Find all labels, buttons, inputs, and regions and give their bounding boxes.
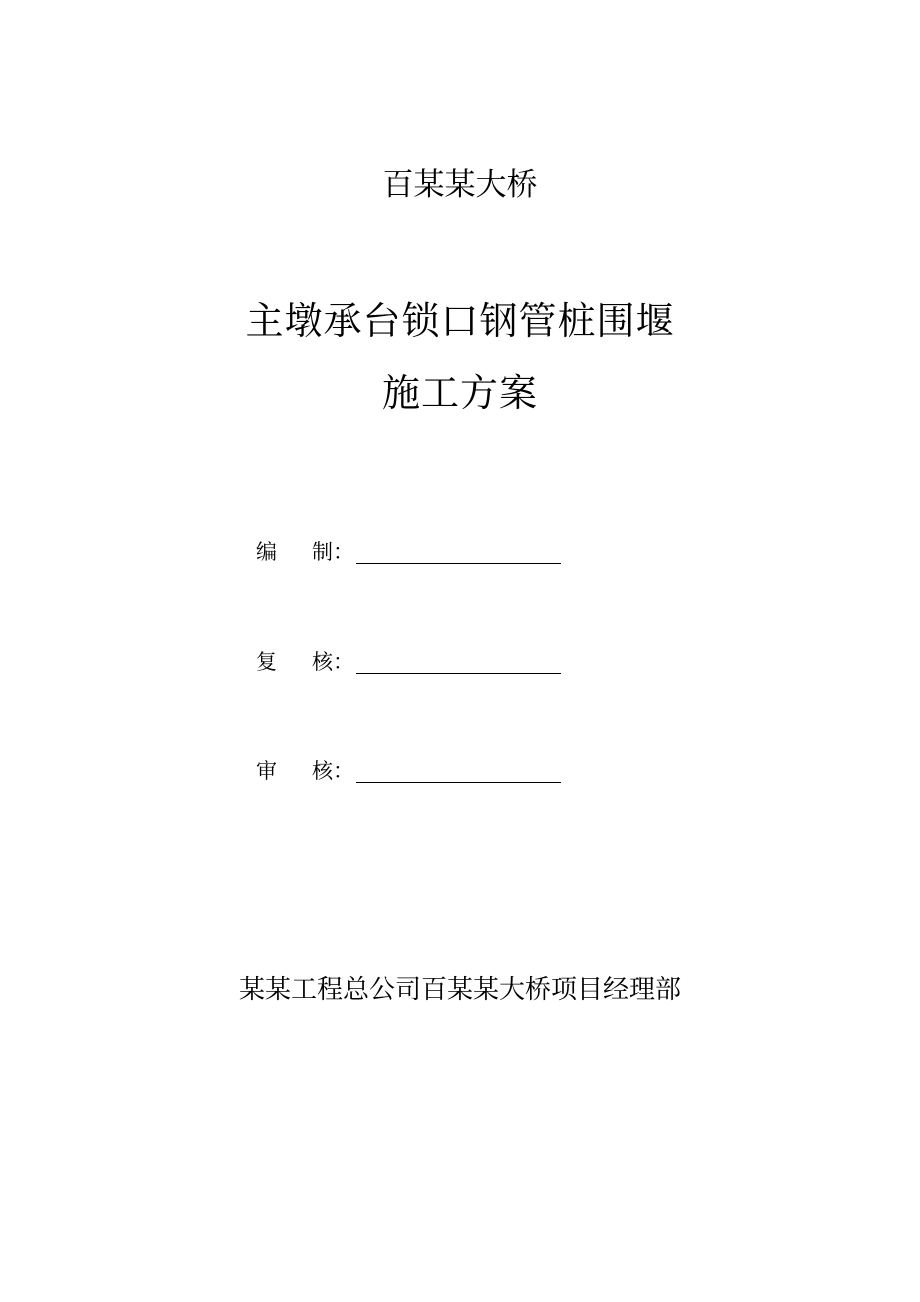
compiler-label-char-2: 制： <box>312 540 354 564</box>
document-title-line-2: 施工方案 <box>381 371 538 415</box>
organization-name: 某某工程总公司百某某大桥项目经理部 <box>238 975 681 1005</box>
compiler-signature-line <box>356 563 561 564</box>
document-title-line-1: 主墩承台锁口钢管桩围堰 <box>245 299 675 343</box>
reviewer-label-char-1: 复 <box>256 650 277 674</box>
auditor-signature-line <box>356 782 561 783</box>
compiler-label-char-1: 编 <box>256 540 277 564</box>
auditor-label-char-2: 核： <box>312 759 354 783</box>
auditor-label-char-1: 审 <box>256 759 277 783</box>
project-name: 百某某大桥 <box>382 167 538 203</box>
reviewer-label-char-2: 核： <box>312 650 354 674</box>
reviewer-signature-line <box>356 673 561 674</box>
